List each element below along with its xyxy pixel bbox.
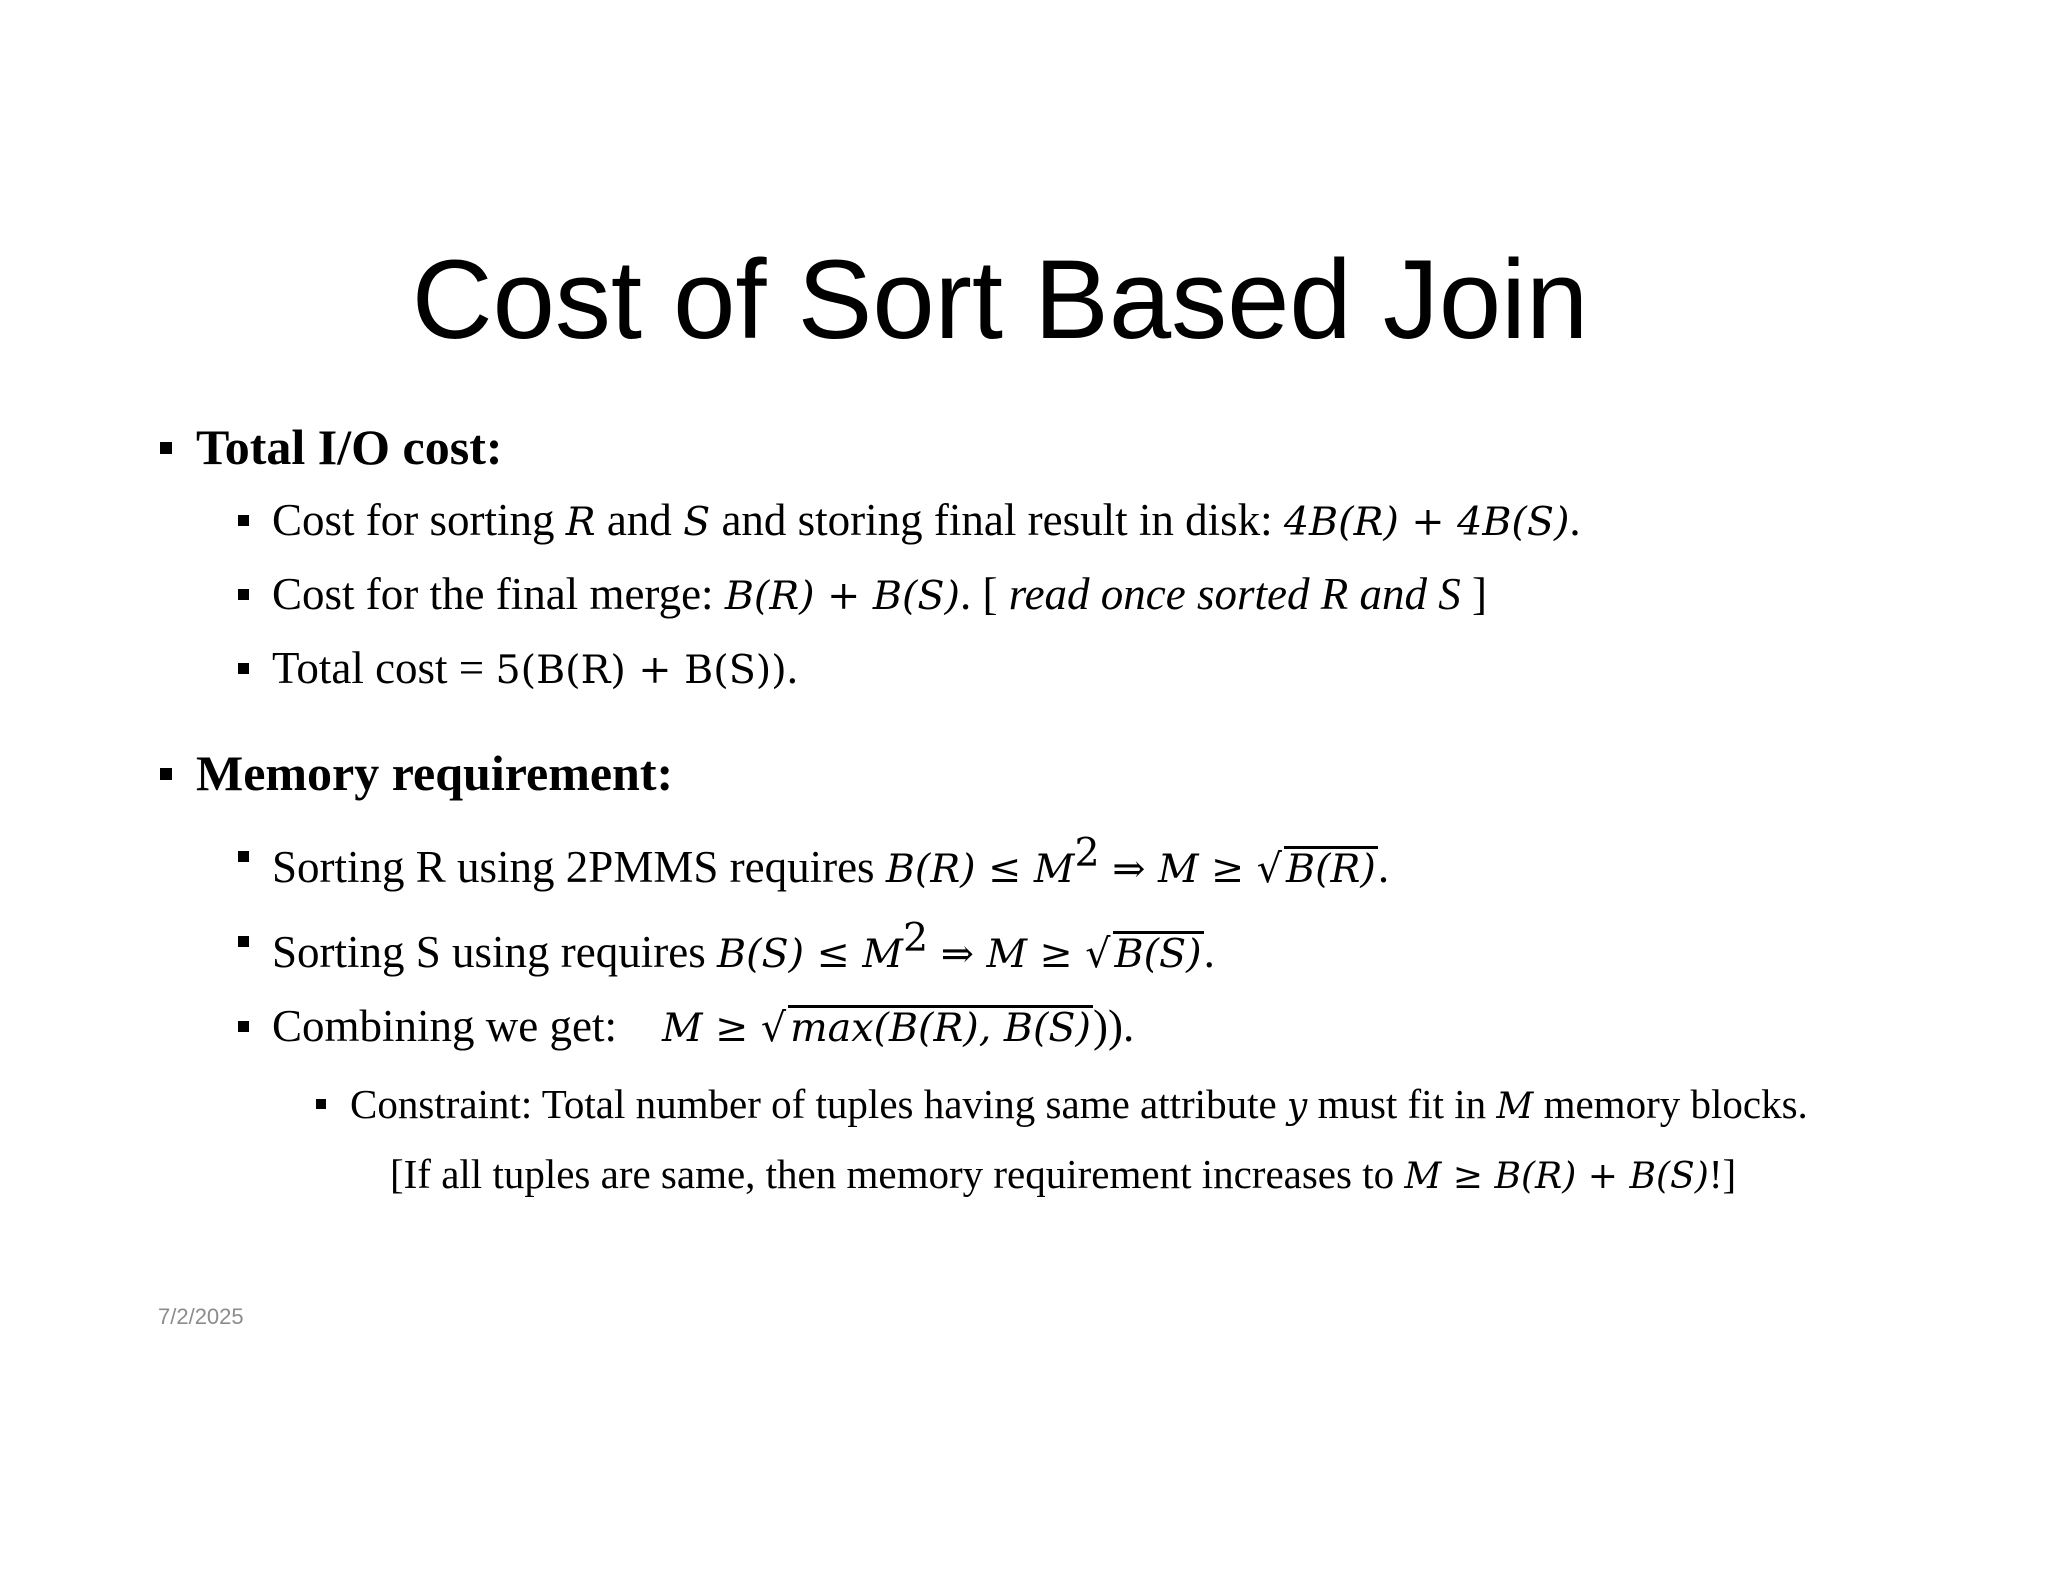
formula: 5(B(R) + B(S)) bbox=[495, 647, 787, 693]
formula: M ≥ √ bbox=[661, 1005, 787, 1051]
text: [If all tuples are same, then memory requirement increases to bbox=[390, 1151, 1405, 1197]
text: memory blocks. bbox=[1533, 1081, 1808, 1127]
text: Constraint: Total number of tuples having same attribute bbox=[350, 1081, 1287, 1127]
section-heading: Memory requirement: bbox=[196, 745, 674, 801]
var-s: S bbox=[683, 499, 711, 545]
text: must fit in bbox=[1307, 1081, 1497, 1127]
radicand: B(S) bbox=[1114, 931, 1202, 977]
text: Cost for the final merge: bbox=[272, 569, 725, 619]
square-bullet-icon bbox=[238, 1021, 249, 1032]
text: !] bbox=[1708, 1151, 1737, 1197]
formula: ⇒ M ≥ √ bbox=[1099, 846, 1283, 892]
exponent: 2 bbox=[902, 915, 929, 961]
formula: B(R) ≤ M bbox=[885, 846, 1075, 892]
text: Combining we get: bbox=[272, 1001, 662, 1051]
text: ] bbox=[1460, 569, 1487, 619]
text: Total cost = bbox=[272, 643, 496, 693]
square-bullet-icon bbox=[160, 768, 172, 780]
text: and storing final result in disk: bbox=[710, 495, 1284, 545]
slide-title: Cost of Sort Based Join bbox=[411, 237, 1589, 362]
var-y: y bbox=[1286, 1085, 1308, 1127]
var-m: M bbox=[1496, 1085, 1534, 1127]
formula: 4B(R) + 4B(S) bbox=[1283, 499, 1570, 545]
square-bullet-icon bbox=[238, 936, 249, 947]
constraint-note bbox=[390, 1150, 1736, 1198]
note: read once sorted R and S bbox=[1008, 569, 1461, 619]
square-bullet-icon bbox=[238, 663, 249, 674]
exponent: 2 bbox=[1074, 830, 1100, 876]
period: . bbox=[786, 643, 798, 693]
text: . [ bbox=[959, 569, 1009, 619]
period: . bbox=[1203, 927, 1215, 977]
formula: B(R) + B(S) bbox=[724, 573, 960, 619]
formula: ⇒ M ≥ √ bbox=[928, 931, 1111, 977]
text: and bbox=[595, 495, 684, 545]
section-heading: Total I/O cost: bbox=[196, 419, 503, 475]
closing: )). bbox=[1092, 1001, 1135, 1051]
radicand: B(R) bbox=[1286, 846, 1376, 892]
text: Sorting R using 2PMMS requires bbox=[272, 842, 886, 892]
period: . bbox=[1569, 495, 1581, 545]
square-bullet-icon bbox=[160, 442, 172, 454]
square-bullet-icon bbox=[238, 589, 249, 600]
square-bullet-icon bbox=[238, 515, 249, 526]
square-bullet-icon bbox=[238, 851, 249, 862]
footer-date: 7/2/2025 bbox=[158, 1304, 244, 1329]
radicand: max(B(R), B(S) bbox=[790, 1005, 1091, 1051]
text: Cost for sorting bbox=[272, 495, 566, 545]
period: . bbox=[1377, 842, 1390, 892]
var-r: R bbox=[565, 499, 596, 545]
formula: M ≥ B(R) + B(S) bbox=[1404, 1155, 1709, 1197]
text: Sorting S using requires bbox=[272, 927, 717, 977]
formula: B(S) ≤ M bbox=[717, 931, 903, 977]
square-bullet-icon bbox=[316, 1099, 326, 1109]
